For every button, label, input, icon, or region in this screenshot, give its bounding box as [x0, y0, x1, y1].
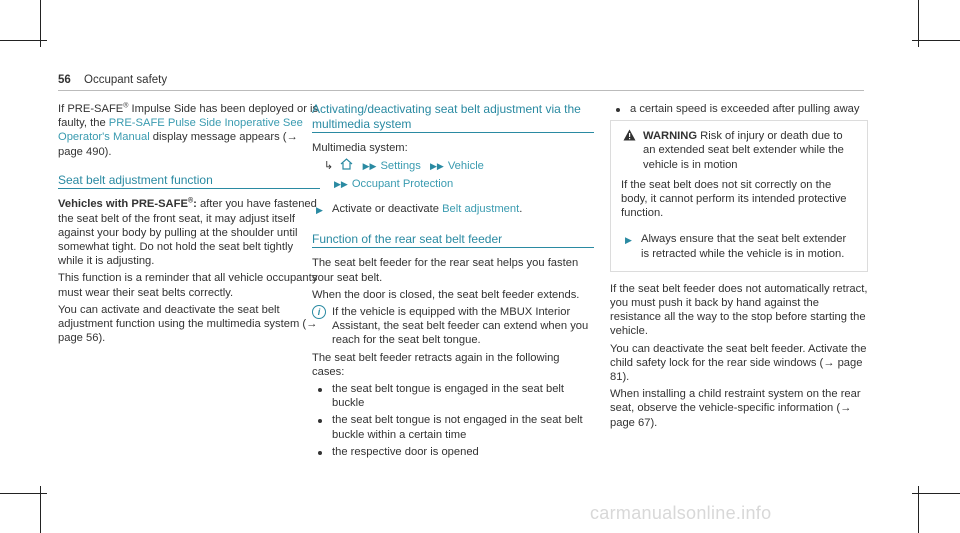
reminder-paragraph: This function is a reminder that all vehicle occupants must wear their seat belts correctly.: [58, 272, 318, 299]
section-heading: Activating/deactivating seat belt adjustment via the multimedia system: [312, 102, 594, 133]
retract-cases-list-cont: [610, 102, 868, 116]
feeder-paragraph: When installing a child restraint system on the rear seat, observe the vehicle-specific information (→ page 67).: [610, 388, 861, 429]
intro-paragraph: If PRE-SAFE® Impulse Side has been deployed or is faulty, the PRE-SAFE Pulse Side Inoperative See Operator's Manual display message appears (→ page 490).: [58, 102, 319, 158]
info-icon: i: [312, 305, 326, 319]
info-note: i If the vehicle is equipped with the MBUX Interior Assistant, the seat belt feeder can extend when you reach for the seat belt tongue.: [312, 305, 594, 348]
crop-mark: [912, 40, 960, 41]
path-occupant-protection[interactable]: Occupant Protection: [351, 178, 454, 191]
belt-adjustment-link[interactable]: Belt adjustment: [442, 202, 520, 215]
multimedia-label: Multimedia system:: [312, 142, 408, 154]
path-chevron-icon: ▶▶: [429, 161, 444, 172]
feeder-paragraph: The seat belt feeder for the rear seat helps you fasten your seat belt.: [312, 257, 579, 284]
menu-path: [312, 158, 594, 174]
path-settings[interactable]: Settings: [380, 160, 421, 173]
menu-path-line2: [312, 177, 594, 191]
crop-mark: [0, 493, 47, 494]
list-item: a certain speed is exceeded after pulling away: [610, 102, 868, 116]
crop-mark: [0, 40, 47, 41]
vehicles-paragraph: Vehicles with PRE-SAFE®: after you have fastened the seat belt of the front seat, it may adjust itself against your body by pulling at the shoulder until somewhat tight. Do not hold the seat belt tightly while it is adjusting.: [58, 197, 317, 268]
feeder-paragraph: You can deactivate the seat belt feeder. Activate the child safety lock for the rear side windows (→ page 81).: [610, 342, 867, 384]
list-item: the seat belt tongue is engaged in the seat belt buckle: [312, 382, 594, 410]
section-title: Occupant safety: [84, 74, 168, 86]
retract-cases-list: [312, 382, 594, 459]
list-item: the seat belt tongue is not engaged in the seat belt buckle within a certain time: [312, 413, 594, 441]
path-chevron-icon: ▶▶: [362, 161, 377, 172]
action-step: ▶ Activate or deactivate Belt adjustment.: [312, 202, 594, 216]
home-icon[interactable]: [340, 158, 353, 174]
warning-box: [610, 120, 868, 272]
action-triangle-icon: ▶: [316, 204, 323, 215]
column-left: [58, 102, 320, 348]
path-arrow-icon: ↳: [324, 160, 334, 173]
warning-paragraph: If the seat belt does not sit correctly on the body, it cannot perform its intended protective function.: [621, 178, 847, 220]
activate-paragraph: You can activate and deactivate the seat belt adjustment function using the multimedia system (→ page 56).: [58, 303, 318, 345]
path-vehicle[interactable]: Vehicle: [447, 160, 484, 173]
list-item: the respective door is opened: [312, 445, 594, 459]
watermark: carmanualsonline.info: [590, 503, 772, 523]
column-middle: [312, 102, 594, 462]
warning-icon: [623, 129, 636, 145]
path-chevron-icon: ▶▶: [334, 179, 348, 190]
section-heading: Function of the rear seat belt feeder: [312, 232, 594, 249]
feeder-paragraph: If the seat belt feeder does not automatically retract, you must push it back by hand against the resistance all the way to the stop before starting the vehicle.: [610, 282, 868, 338]
warning-action: ▶ Always ensure that the seat belt extender is retracted while the vehicle is in motion.: [625, 233, 847, 260]
display-message-link[interactable]: PRE-SAFE Pulse Side Inoperative See Operator's Manual: [58, 117, 303, 144]
header-divider: [58, 90, 864, 91]
warning-label: WARNING: [643, 130, 698, 143]
page-number: 56: [58, 74, 71, 86]
feeder-paragraph: When the door is closed, the seat belt feeder extends.: [312, 288, 580, 301]
column-right: [610, 102, 868, 433]
page-header: [58, 73, 167, 87]
warning-header: WARNING Risk of injury or death due to an extended seat belt extender while the vehicle is in motion: [621, 129, 857, 172]
crop-mark: [912, 493, 960, 494]
section-heading: Seat belt adjustment function: [58, 173, 320, 190]
feeder-paragraph: The seat belt feeder retracts again in the following cases:: [312, 351, 560, 378]
action-triangle-icon: ▶: [625, 235, 632, 246]
